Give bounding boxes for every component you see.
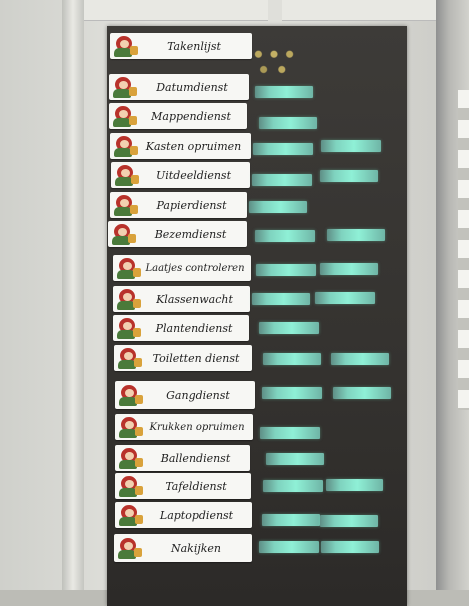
chore-card-laptopdienst	[115, 502, 252, 528]
mascot-icon	[110, 134, 140, 158]
mascot-icon	[115, 474, 145, 498]
mascot-icon	[113, 287, 143, 311]
chore-label: Takenlijst	[167, 39, 221, 53]
name-tag	[321, 140, 381, 152]
mascot-icon	[111, 163, 141, 187]
chore-label: Krukken opruimen	[149, 421, 245, 433]
mascot-icon	[114, 346, 144, 370]
name-tag	[262, 514, 320, 526]
chore-card-nakijken	[114, 534, 252, 562]
window-frame-top	[62, 0, 452, 21]
name-tag	[266, 453, 324, 465]
chore-label: Papierdienst	[156, 198, 227, 212]
name-tag	[260, 427, 320, 439]
window-frame-left	[62, 0, 84, 606]
chore-card-tafeldienst	[115, 473, 251, 499]
chore-card-uitdeeldienst	[111, 162, 250, 188]
sticker-decorations	[248, 44, 300, 78]
name-tag	[263, 353, 321, 365]
name-tag	[320, 170, 378, 182]
mascot-icon	[115, 446, 145, 470]
chore-card-bezemdienst	[108, 221, 247, 247]
name-tag	[320, 515, 378, 527]
chore-label: Klassenwacht	[156, 292, 233, 306]
name-tag	[259, 541, 319, 553]
name-tag	[327, 229, 385, 241]
name-tag	[263, 480, 323, 492]
mascot-icon	[113, 256, 143, 280]
mascot-icon	[114, 536, 144, 560]
chore-label: Toiletten dienst	[152, 351, 240, 365]
name-tag	[315, 292, 375, 304]
chore-card-mappendienst	[109, 103, 247, 129]
chore-card-plantendienst	[113, 315, 249, 341]
name-tag	[252, 174, 312, 186]
chore-label: Laptopdienst	[159, 508, 234, 522]
name-tag	[256, 264, 316, 276]
chore-card-gangdienst	[115, 381, 255, 409]
name-tag	[259, 322, 319, 334]
chore-label: Bezemdienst	[154, 227, 227, 241]
chore-card-takenlijst	[110, 33, 252, 59]
mascot-icon	[110, 34, 140, 58]
notice-tabs-right	[458, 90, 469, 410]
chore-card-laatjes-controleren	[113, 255, 251, 281]
name-tag	[326, 479, 383, 491]
chore-card-klassenwacht	[113, 286, 250, 312]
chore-label: Uitdeeldienst	[155, 168, 231, 182]
name-tag	[255, 230, 315, 242]
chore-card-krukken-opruimen	[115, 414, 253, 440]
chore-label: Mappendienst	[151, 109, 231, 123]
chore-card-papierdienst	[110, 192, 247, 218]
name-tag	[249, 201, 307, 213]
name-tag	[320, 263, 378, 275]
mascot-icon	[109, 75, 139, 99]
chore-label: Gangdienst	[166, 388, 230, 402]
mascot-icon	[110, 193, 140, 217]
chore-label: Plantendienst	[155, 321, 233, 335]
chore-label: Laatjes controleren	[145, 262, 245, 274]
name-tag	[331, 353, 389, 365]
chore-label: Tafeldienst	[165, 479, 227, 493]
name-tag	[255, 86, 313, 98]
chore-card-ballendienst	[115, 445, 250, 471]
mascot-icon	[113, 316, 143, 340]
chore-label: Datumdienst	[156, 80, 228, 94]
chore-card-kasten-opruimen	[110, 133, 251, 159]
chore-label: Nakijken	[170, 541, 222, 555]
chore-card-datumdienst	[109, 74, 249, 100]
mascot-icon	[109, 104, 139, 128]
chore-label: Kasten opruimen	[145, 139, 242, 153]
mascot-icon	[115, 503, 145, 527]
mascot-icon	[108, 222, 138, 246]
name-tag	[333, 387, 391, 399]
window-frame-mullion	[268, 0, 282, 28]
mascot-icon	[115, 383, 145, 407]
chore-label: Ballendienst	[160, 451, 231, 465]
name-tag	[253, 143, 313, 155]
chore-card-toiletten-dienst	[114, 345, 252, 371]
name-tag	[262, 387, 322, 399]
name-tag	[321, 541, 379, 553]
mascot-icon	[115, 415, 145, 439]
name-tag	[259, 117, 317, 129]
name-tag	[252, 293, 310, 305]
